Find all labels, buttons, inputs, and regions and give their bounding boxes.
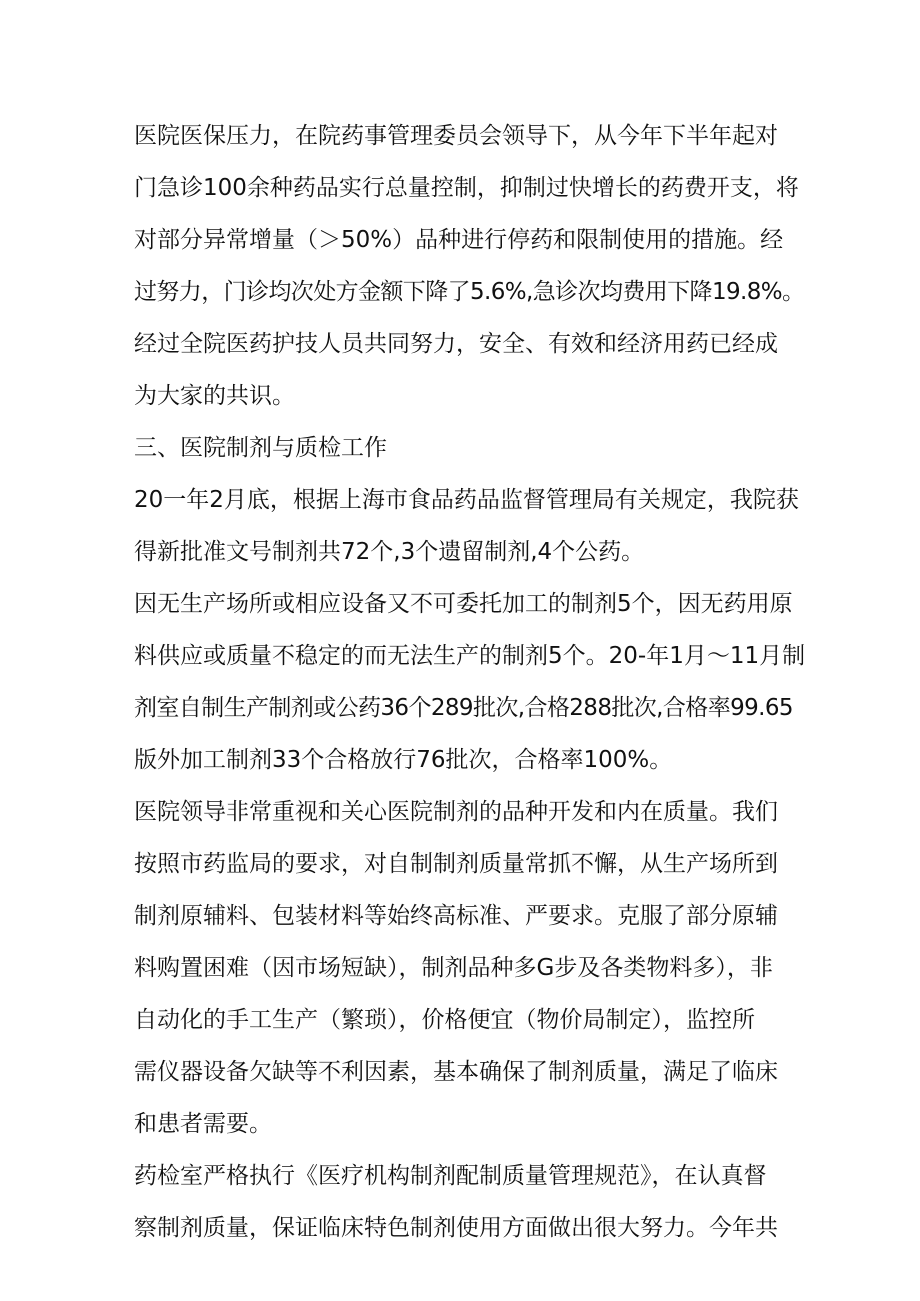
- text-line: 察制剂质量，保证临床特色制剂使用方面做出很大努力。今年共: [134, 1215, 778, 1241]
- text-line: 得新批准文号制剂共72个,3个遗留制剂,4个公药。: [134, 539, 645, 565]
- text-line: 因无生产场所或相应设备又不可委托加工的制剂5个，因无药用原: [134, 591, 793, 617]
- text-line: 自动化的手工生产（繁琐），价格便宜（物价局制定），监控所: [134, 1007, 755, 1033]
- text-line: 制剂原辅料、包装材料等始终高标准、严要求。克服了部分原辅: [134, 903, 778, 929]
- text-line: 需仪器设备欠缺等不利因素，基本确保了制剂质量，满足了临床: [134, 1059, 778, 1085]
- document-body: [134, 110, 806, 1254]
- text-line: 过努力，门诊均次处方金额下降了5.6%,急诊次均费用下降19.8%。: [134, 279, 805, 305]
- section-heading: 三、医院制剂与质检工作: [134, 435, 387, 461]
- text-line: 版外加工制剂33个合格放行76批次，合格率100%。: [134, 747, 673, 773]
- text-line: 20一年2月底，根据上海市食品药品监督管理局有关规定，我院获: [134, 487, 799, 513]
- text-line: 剂室自制生产制剂或公药36个289批次,合格288批次,合格率99.65: [134, 695, 793, 721]
- text-line: 按照市药监局的要求，对自制制剂质量常抓不懈，从生产场所到: [134, 851, 778, 877]
- text-line: 料购置困难（因市场短缺），制剂品种多G步及各类物料多），非: [134, 955, 773, 981]
- text-line: 经过全院医药护技人员共同努力，安全、有效和经济用药已经成: [134, 331, 778, 357]
- text-line: 对部分异常增量（＞50%）品种进行停药和限制使用的措施。经: [134, 227, 784, 253]
- text-line: 和患者需要。: [134, 1111, 272, 1137]
- text-line: 为大家的共识。: [134, 383, 295, 409]
- text-line: 医院医保压力，在院药事管理委员会领导下，从今年下半年起对: [134, 123, 778, 149]
- text-line: 料供应或质量不稳定的而无法生产的制剂5个。20-年1月〜11月制: [134, 643, 806, 669]
- text-line: 药检室严格执行《医疗机构制剂配制质量管理规范》，在认真督: [134, 1163, 767, 1189]
- text-line: 门急诊100余种药品实行总量控制，抑制过快增长的药费开支，将: [134, 175, 799, 201]
- text-line: 医院领导非常重视和关心医院制剂的品种开发和内在质量。我们: [134, 799, 778, 825]
